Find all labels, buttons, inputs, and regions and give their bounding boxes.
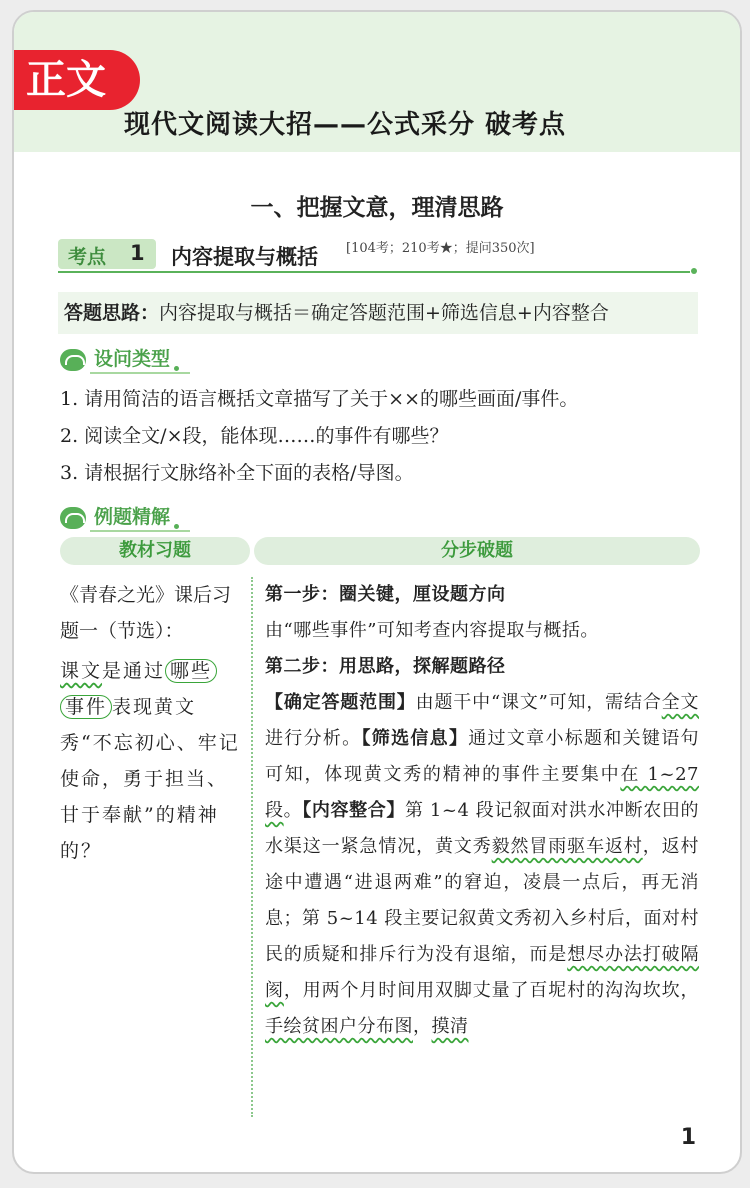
section-title: 一、把握文意，理清思路 [250, 195, 504, 221]
step-analysis [265, 577, 699, 1045]
divider [58, 271, 690, 273]
kaodian-label: 考点 [68, 246, 107, 268]
keyword-event1: 毅然冒雨驱车返村 [491, 836, 643, 857]
col-head-steps: 分步破题 [254, 537, 700, 565]
tag-range: 【确定答题范围】 [265, 692, 416, 713]
question-types-heading [60, 344, 179, 374]
keyword-kewen: 课文 [60, 660, 103, 682]
question-types-heading-text: 设问类型 [94, 348, 171, 370]
kaodian-number: 1 [130, 241, 145, 265]
section-badge: 正文 [12, 50, 140, 110]
kaodian-meta: [104考；210考★；提问350次] [346, 241, 535, 256]
textbook-question [60, 577, 240, 869]
analysis-fragment: 第 1~4 段记叙面对洪水冲断农田的水渠这一紧急情况，黄文秀 [265, 800, 700, 857]
question-type-item: 2. 阅读全文/×段，能体现……的事件有哪些？ [60, 425, 449, 447]
divider-dot [691, 268, 697, 274]
page [12, 10, 742, 1174]
keyword-event3: 手绘贫困户分布图 [265, 1016, 413, 1037]
keyword-event2: 想尽办法打破隔阂 [265, 944, 700, 1001]
step2-text [265, 685, 699, 1045]
answer-approach-label: 答题思路： [64, 302, 160, 324]
graduation-cap-icon [60, 349, 86, 371]
tag-filter: 【筛选信息】 [361, 728, 469, 749]
answer-approach-text: 内容提取与概括＝确定答题范围+筛选信息+内容整合 [159, 302, 609, 324]
step2-title: 第二步：用思路，探解题路径 [265, 656, 506, 677]
kaodian-title: 内容提取与概括 [171, 245, 318, 269]
keyword-quanwen: 全文 [661, 692, 700, 713]
question-text [60, 653, 240, 869]
tag-integrate: 【内容整合】 [302, 800, 405, 821]
step1-title: 第一步：圈关键，厘设题方向 [265, 584, 506, 605]
question-fragment: 是通过 [102, 660, 166, 682]
keyword-event4: 摸清 [431, 1016, 469, 1037]
question-fragment: 表现黄文秀“不忘初心、牢记使命，勇于担当、甘于奉献”的精神的？ [60, 696, 240, 862]
graduation-cap-icon [60, 507, 86, 529]
page-title: 现代文阅读大招——公式采分 破考点 [124, 110, 567, 140]
analysis-fragment: 。 [283, 800, 303, 821]
answer-approach [58, 292, 698, 334]
question-type-item: 1. 请用简洁的语言概括文章描写了关于××的哪些画面/事件。 [60, 388, 579, 410]
analysis-fragment: ，用两个月时间用双脚丈量了百坭村的沟沟坎坎， [283, 980, 700, 1001]
analysis-fragment: 进行分析。 [265, 728, 362, 749]
keyword-naxie: 哪些 [165, 659, 217, 683]
dot-icon [174, 524, 179, 529]
analysis-fragment: 通过文章小标题和关键语句可知，体现黄文秀的精神的事件主要集中 [265, 728, 700, 785]
kaodian-header [58, 237, 698, 273]
page-number: 1 [680, 1125, 696, 1150]
col-head-textbook: 教材习题 [60, 537, 250, 565]
example-heading-text: 例题精解 [94, 506, 171, 528]
keyword-shijian: 事件 [60, 695, 112, 719]
dot-icon [174, 366, 179, 371]
example-heading [60, 502, 179, 532]
kaodian-badge [58, 239, 156, 269]
analysis-fragment: 由题干中“课文”可知，需结合 [415, 692, 662, 713]
keyword-range: 在 1~27 段 [265, 764, 699, 821]
question-type-item: 3. 请根据行文脉络补全下面的表格/导图。 [60, 462, 414, 484]
column-divider [251, 577, 253, 1117]
step1-text: 由“哪些事件”可知考查内容提取与概括。 [265, 620, 599, 641]
heading-underline [90, 372, 190, 374]
analysis-fragment: ， [413, 1016, 432, 1037]
heading-underline [90, 530, 190, 532]
question-source: 《青春之光》课后习题一（节选）： [60, 584, 232, 642]
analysis-fragment: ，返村途中遭遇“进退两难”的窘迫，凌晨一点后，再无消息；第 5~14 段主要记叙黄文秀初入乡村后，面对村民的质疑和排斥行为没有退缩，而是 [265, 836, 700, 965]
